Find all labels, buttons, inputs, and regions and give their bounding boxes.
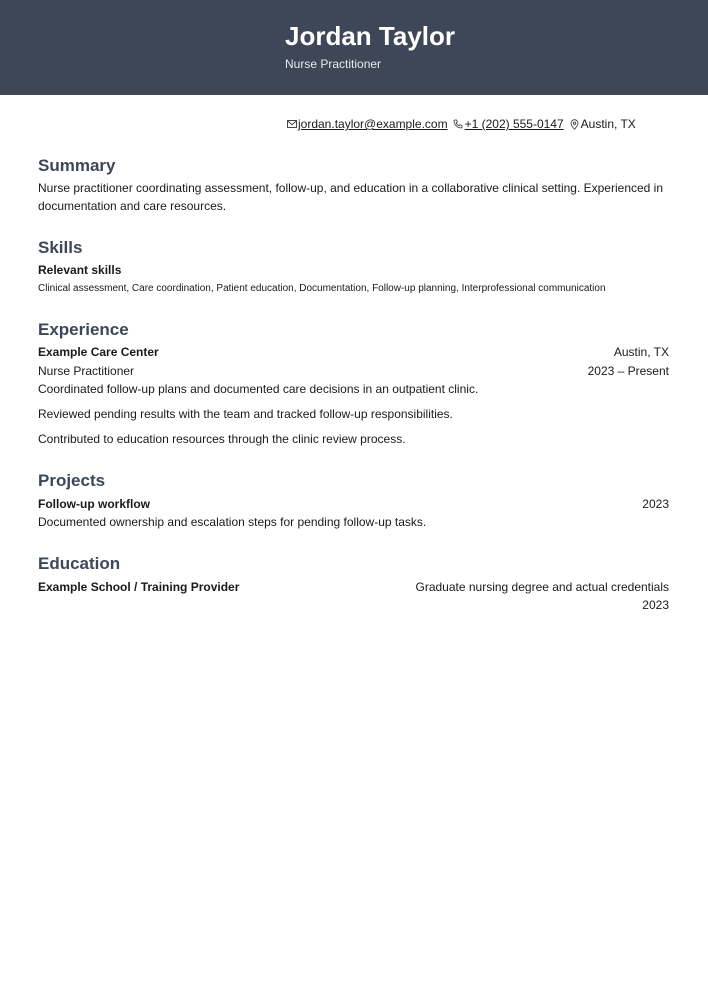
education-year: 2023: [642, 598, 669, 612]
contact-line: [286, 116, 636, 132]
experience-bullet: Coordinated follow-up plans and documented care decisions in an outpatient clinic.: [38, 382, 479, 396]
phone-icon: [453, 119, 464, 130]
mail-icon: [286, 119, 297, 130]
experience-bullet: Reviewed pending results with the team and tracked follow-up responsibilities.: [38, 407, 453, 421]
summary-heading: Summary: [38, 156, 116, 175]
employer-name: Example Care Center: [38, 345, 159, 359]
location-pin-icon: [569, 119, 580, 130]
degree-name: Graduate nursing degree and actual credentials: [415, 580, 669, 594]
skills-heading: Skills: [38, 238, 83, 257]
experience-bullet: Contributed to education resources through the clinic review process.: [38, 432, 406, 446]
project-name: Follow-up workflow: [38, 497, 150, 511]
skills-label: Relevant skills: [38, 263, 122, 277]
location-text: Austin, TX: [580, 117, 636, 131]
candidate-role: Nurse Practitioner: [285, 57, 382, 71]
resume-header: [0, 0, 708, 95]
project-year: 2023: [642, 497, 669, 511]
employer-location: Austin, TX: [613, 345, 669, 359]
summary-line-2: documentation and care resources.: [38, 199, 227, 213]
skills-list: Clinical assessment, Care coordination, Patient education, Documentation, Follow-up planning, Interprofessional communication: [38, 283, 606, 294]
experience-heading: Experience: [38, 320, 129, 339]
school-name: Example School / Training Provider: [38, 580, 240, 594]
candidate-name: Jordan Taylor: [285, 21, 456, 51]
project-description: Documented ownership and escalation steps for pending follow-up tasks.: [38, 515, 427, 529]
summary-line-1: Nurse practitioner coordinating assessment, follow-up, and education in a collaborative clinical setting. Experienced in: [38, 181, 664, 195]
email-link[interactable]: jordan.taylor@example.com: [298, 117, 448, 131]
phone-link[interactable]: +1 (202) 555-0147: [464, 117, 564, 131]
projects-heading: Projects: [38, 471, 106, 490]
position-title: Nurse Practitioner: [38, 364, 135, 378]
position-dates: 2023 – Present: [587, 364, 669, 378]
education-heading: Education: [38, 554, 121, 573]
